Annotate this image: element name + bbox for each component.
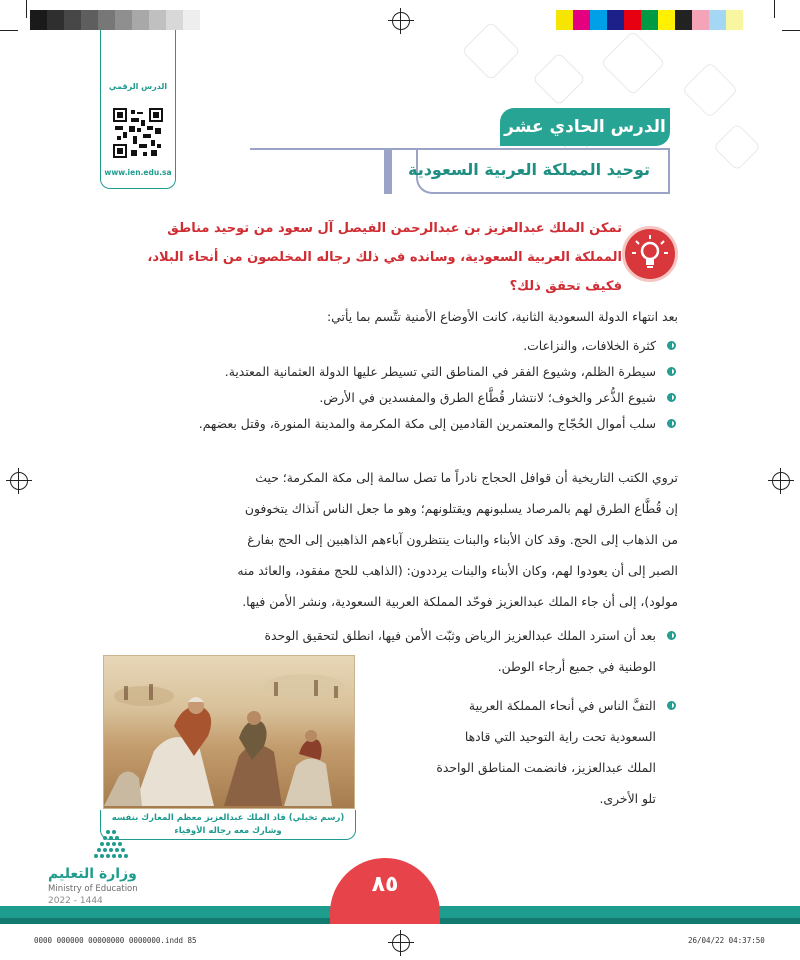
digital-lesson-panel [100,30,176,189]
lesson-title-box-accent [384,150,392,194]
page-number: ٨٥ [330,858,440,924]
paragraph-line: السعودية تحت راية التوحيد التي قادها [464,729,656,744]
caption-line: (رسم تخيلي) قاد الملك عبدالعزيز معظم المعارك بنفسه [111,813,345,823]
registration-mark-left [10,472,28,490]
background-pattern [532,52,586,106]
background-pattern [713,123,761,171]
paragraph-line: تلو الأخرى. [599,791,656,806]
lightbulb-icon [622,226,678,282]
paragraph-line: الصبر إلى أن يعودوا لهم، وكان الأبناء والبنات يرددون: (الذاهب للحج مفقود، والعائد منه [237,563,678,578]
list-item: شيوع الذُّعر والخوف؛ لانتشار قُطَّاع الطرق والمفسدين في الأرض. [118,385,678,411]
registration-mark-bottom [392,934,410,952]
intro-line: المملكة العربية السعودية، وسانده في ذلك رجاله المخلصون من أنحاء البلاد، [147,250,622,265]
security-conditions-list [118,333,678,437]
file-slug-right: 26/04/22 04:37:50 [688,936,765,945]
grey-calibration-bar [30,10,234,30]
crop-mark [782,30,800,31]
paragraph-line: مولود)، إلى أن جاء الملك عبدالعزيز فوحّد المملكة العربية السعودية، ونشر الأمن فيها. [242,594,678,609]
bullet-icon [667,701,676,710]
list-item: سيطرة الظلم، وشيوع الفقر في المناطق التي تسيطر عليها الدولة العثمانية المعتدية. [118,359,678,385]
history-paragraph [118,462,678,617]
bullet-icon [667,631,676,640]
paragraph-line: إن قُطَّاع الطرق لهم بالمرصاد يسلبونهم ويقتلونهم؛ وهو ما جعل الناس آنذاك يتخوفون [244,501,678,516]
color-calibration-bar [556,10,760,30]
digital-lesson-label: الدرس الرقمي [108,82,168,91]
list-item: كثرة الخلافات، والنزاعات. [118,333,678,359]
list-item: سلب أموال الحُجّاج والمعتمرين القادمين إلى مكة المكرمة والمدينة المنورة، وقتل بعضهم. [118,411,678,437]
paragraph-line: بعد أن استرد الملك عبدالعزيز الرياض وثبّت الأمن فيها، انطلق لتحقيق الوحدة [264,628,656,643]
edition-year: 2022 - 1444 [48,896,103,906]
bullet-icon [667,341,676,350]
background-pattern [682,62,739,119]
bullet-icon [667,393,676,402]
unification-bullet [376,690,678,814]
registration-mark-right [772,472,790,490]
crop-mark [774,0,775,18]
paragraph-line: الوطنية في جميع أرجاء الوطن. [497,659,656,674]
paragraph-line: التفَّ الناس في أنحاء المملكة العربية [468,698,656,713]
lesson-number-tab: الدرس الحادي عشر [500,108,670,146]
intro-line: تمكن الملك عبدالعزيز بن عبدالرحمن الفيصل آل سعود من توحيد مناطق [167,221,622,236]
ministry-name-english: Ministry of Education [48,884,138,894]
ministry-name-arabic: وزارة التعليم [48,866,137,882]
paragraph-line: تروي الكتب التاريخية أن قوافل الحجاج نادراً ما تصل سالمة إلى مكة المكرمة؛ حيث [255,470,678,485]
file-slug-left: 0000 000000 00000000 0000000.indd 85 [34,936,197,945]
intro-question [112,214,622,301]
lesson-title: توحيد المملكة العربية السعودية [407,160,650,179]
lead-paragraph: بعد انتهاء الدولة السعودية الثانية، كانت الأوضاع الأمنية تتَّسم بما يأتي: [327,309,678,324]
paragraph-line: من الذهاب إلى الحج. وقد كان الأبناء والبنات ينتظرون آباءهم الذاهبين إلى الحج بفارغ [247,532,678,547]
painting-caption [100,810,356,840]
intro-line: فكيف تحقق ذلك؟ [509,279,622,294]
crop-mark [0,30,18,31]
paragraph-line: الملك عبدالعزيز، فانضمت المناطق الواحدة [436,760,656,775]
background-pattern [600,30,665,95]
bullet-icon [667,367,676,376]
registration-mark-top [392,12,410,30]
caption-line: وشارك معه رجاله الأوفياء [174,826,282,836]
background-pattern [461,21,520,80]
ministry-logo-icon [90,826,130,860]
battle-painting [103,655,355,809]
bullet-icon [667,419,676,428]
crop-mark [26,0,27,18]
qr-code-icon[interactable] [113,108,163,158]
digital-lesson-url[interactable]: www.ien.edu.sa [104,168,172,177]
